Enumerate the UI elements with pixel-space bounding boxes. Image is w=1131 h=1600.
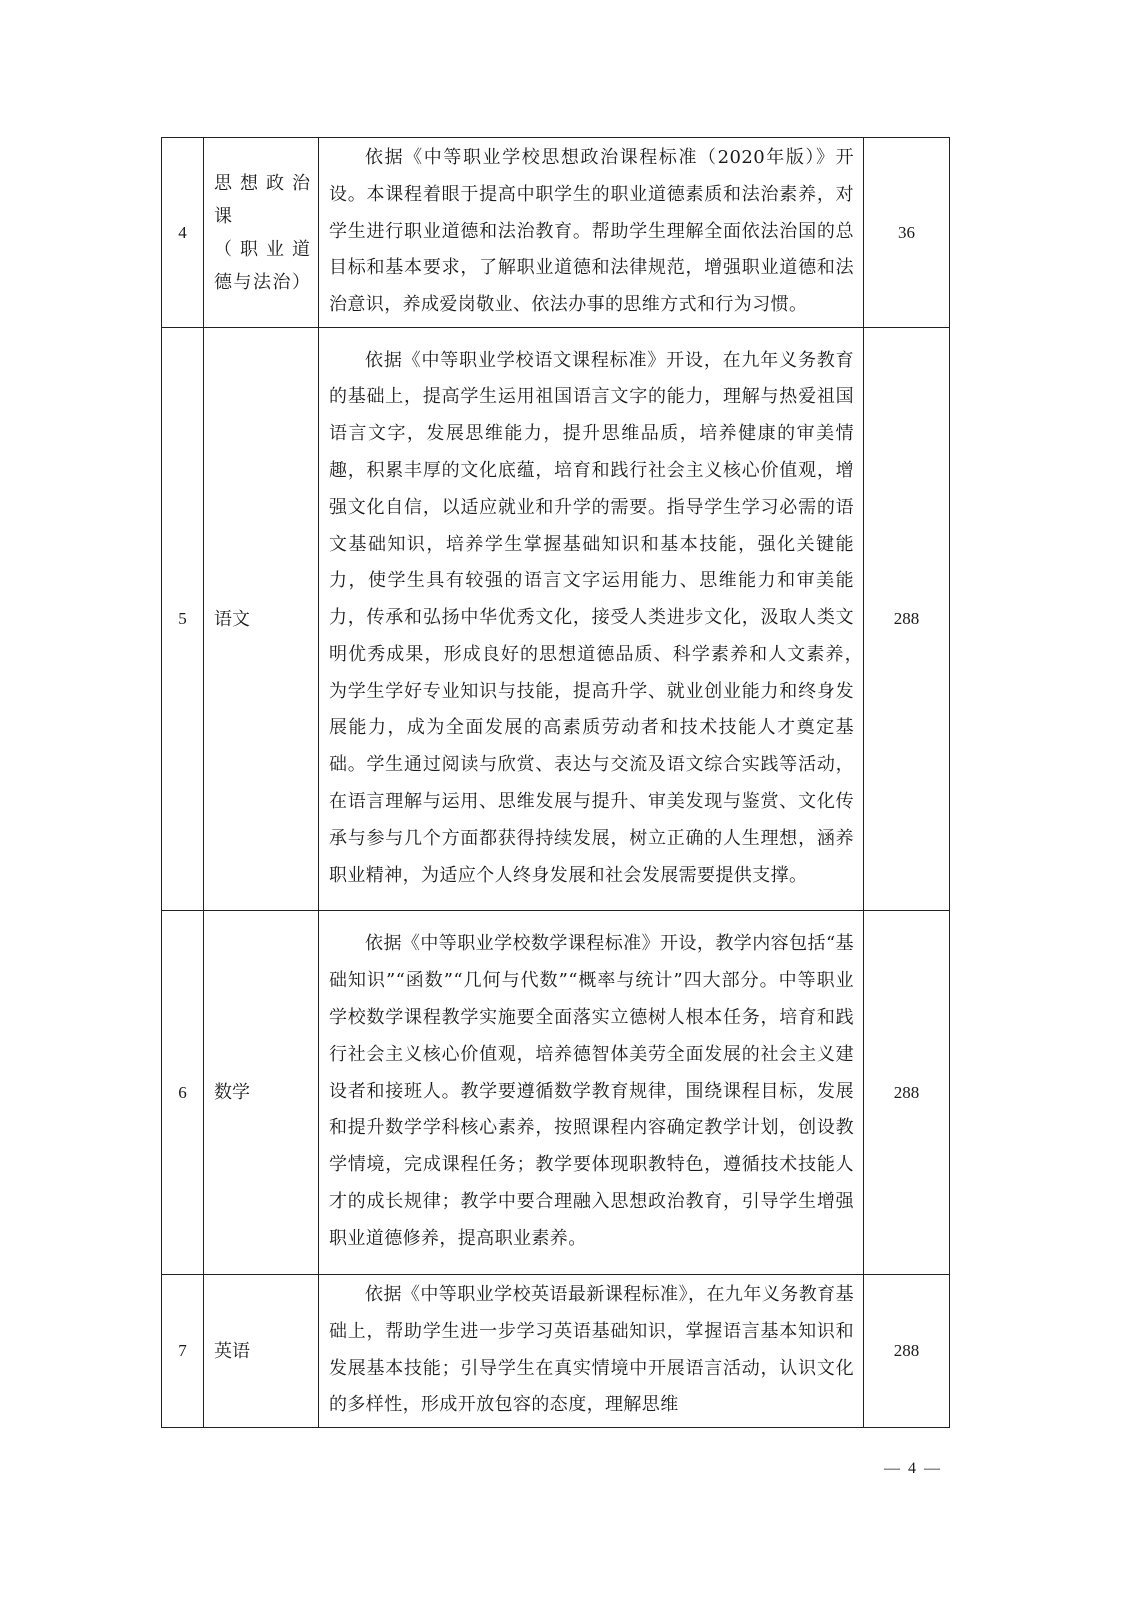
row-number: 4 [162, 138, 204, 328]
course-name-line: 德与法治） [214, 271, 310, 293]
course-description [319, 1275, 864, 1428]
table-row [162, 1275, 950, 1428]
course-name [204, 328, 319, 911]
course-description [319, 138, 864, 328]
course-hours: 288 [864, 328, 950, 911]
course-description-text: 依据《中等职业学校思想政治课程标准（2020年版）》开设。本课程着眼于提高中职学生的职业道德素质和法治素养，对学生进行职业道德和法治教育。帮助学生理解全面依法治国的总目标和基本要求，了解职业道德和法律规范，增强职业道德和法治意识，养成爱岗敬业、依法办事的思维方式和行为习惯。 [329, 147, 854, 316]
table-row [162, 138, 950, 328]
course-description [319, 911, 864, 1275]
row-number: 6 [162, 911, 204, 1275]
course-description-text: 依据《中等职业学校语文课程标准》开设，在九年义务教育的基础上，提高学生运用祖国语言文字的能力，理解与热爱祖国语言文字，发展思维能力，提升思维品质，培养健康的审美情趣，积累丰厚的文化底蕴，培育和践行社会主义核心价值观，增强文化自信，以适应就业和升学的需要。指导学生学习必需的语文基础知识，培养学生掌握基础知识和基本技能，强化关键能力，使学生具有较强的语言文字运用能力、思维能力和审美能力，传承和弘扬中华优秀文化，接受人类进步文化，汲取人类文明优秀成果，形成良好的思想道德品质、科学素养和人文素养， 为学生学好专业知识与技能，提高升学、就业创业能力和终身发展能力，成为全面发展的高素质劳动者和技术技能人才奠定基础。学生通过阅读与欣赏、表达与交流及语文综合实践等活动，在语言理解与运用、思维发展与提升、审美发现与鉴赏、文化传承与参与几个方面都获得持续发展，树立正确的人生理想，涵养职业精神，为适应个人终身发展和社会发展需要提供支撑。 [329, 349, 910, 886]
course-hours: 288 [864, 911, 950, 1275]
row-number: 5 [162, 328, 204, 911]
course-hours: 36 [864, 138, 950, 328]
course-name-line: （职业道 [214, 238, 310, 260]
course-name [204, 1275, 319, 1428]
course-name-line: 数学 [214, 1082, 250, 1103]
course-description-text: 依据《中等职业学校数学课程标准》开设，教学内容包括“基础知识”“函数”“几何与代数”“概率与统计”四大部分。中等职业学校数学课程教学实施要全面落实立德树人根本任务，培育和践行社会主义核心价值观，培养德智体美劳全面发展的社会主义建设者和接班人。教学要遵循数学教育规律，围绕课程目标，发展和提升数学学科核心素养，按照课程内容确定教学计划，创设教学情境，完成课程任务；教学要体现职教特色，遵循技术技能人才的成长规律；教学中要合理融入思想政治教育，引导学生增强职业道德修养，提高职业素养。 [329, 933, 854, 1249]
course-name-line: 课 [214, 205, 232, 227]
page-number: — 4 — [884, 1460, 942, 1477]
table-row [162, 328, 950, 911]
course-description-text: 依据《中等职业学校英语最新课程标准》，在九年义务教育基础上，帮助学生进一步学习英语基础知识，掌握语言基本知识和发展基本技能；引导学生在真实情境中开展语言活动，认识文化的多样性，形成开放包容的态度，理解思维 [329, 1284, 854, 1416]
table-row [162, 911, 950, 1275]
course-name-line: 思想政治 [214, 172, 310, 194]
course-name-line: 英语 [214, 1340, 250, 1362]
course-name-line: 语文 [214, 608, 250, 630]
course-table [161, 137, 950, 1428]
row-number: 7 [162, 1275, 204, 1428]
course-name [204, 138, 319, 328]
course-hours: 288 [864, 1275, 950, 1428]
course-name [204, 911, 319, 1275]
